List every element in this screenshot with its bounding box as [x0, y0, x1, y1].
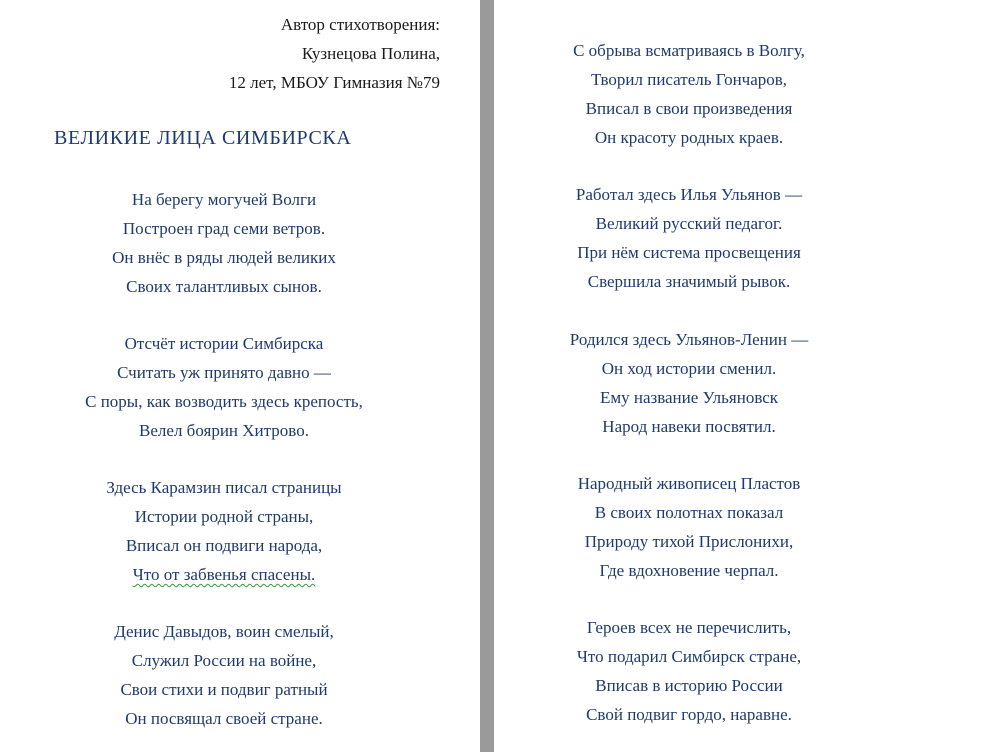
poem-line: Он посвящал своей стране.	[125, 709, 323, 728]
poem-line: Он ход истории сменил.	[601, 359, 777, 378]
poem-line: Здесь Карамзин писал страницы	[106, 478, 342, 497]
poem-title: ВЕЛИКИЕ ЛИЦА СИМБИРСКА	[54, 127, 352, 149]
stanza	[394, 180, 984, 296]
right-page	[494, 0, 1008, 752]
poem-line: Построен град семи ветров.	[122, 219, 326, 238]
poem-line: Что подарил Симбирск стране,	[576, 647, 802, 666]
poem-line: При нём система просвещения	[577, 243, 801, 262]
poem-line: Вписал он подвиги народа,	[125, 536, 323, 555]
author-details: 12 лет, МБОУ Гимназия №79	[228, 73, 440, 92]
poem-line: Народ навеки посвятил.	[602, 417, 776, 436]
poem-line: Великий русский педагог.	[595, 214, 783, 233]
author-label: Автор стихотворения:	[280, 15, 440, 34]
spellcheck-flagged-text[interactable]: Что от забвенья спасены.	[132, 565, 316, 584]
stanza	[0, 329, 448, 445]
stanza	[394, 469, 984, 585]
stanza	[394, 613, 984, 729]
poem-line: Велел боярин Хитрово.	[139, 421, 309, 440]
poem-line: Истории родной страны,	[134, 507, 314, 526]
poem-line	[0, 560, 448, 589]
poem-line: С обрыва всматриваясь в Волгу,	[573, 41, 805, 60]
poem-line: Ему название Ульяновск	[599, 388, 779, 407]
poem-line: Героев всех не перечислить,	[586, 618, 792, 637]
poem-line: Свой подвиг гордо, наравне.	[586, 705, 792, 724]
poem-line: Природу тихой Прислонихи,	[584, 532, 794, 551]
poem-line: Вписав в историю России	[595, 676, 783, 695]
stanza	[394, 325, 984, 441]
poem-line: На берегу могучей Волги	[131, 190, 317, 209]
poem-line: Своих талантливых сынов.	[126, 277, 322, 296]
poem-line: Служил России на войне,	[131, 651, 317, 670]
poem-line: Творил писатель Гончаров,	[590, 70, 788, 89]
stanza	[0, 185, 448, 301]
poem-line: Он внёс в ряды людей великих	[112, 248, 336, 267]
poem-line: Свершила значимый рывок.	[587, 272, 791, 291]
stanza	[0, 473, 448, 589]
poem-line: Где вдохновение черпал.	[599, 561, 779, 580]
poem-line: С поры, как возводить здесь крепость,	[85, 392, 363, 411]
poem-line: Считать уж принято давно —	[117, 363, 331, 382]
poem-line: Вписал в свои произведения	[585, 99, 793, 118]
poem-line: В своих полотнах показал	[594, 503, 784, 522]
poem-line: Он красоту родных краев.	[594, 128, 784, 147]
poem-line: Народный живописец Пластов	[577, 474, 801, 493]
poem-line: Родился здесь Ульянов-Ленин —	[569, 330, 809, 349]
stanza	[0, 617, 448, 733]
stanza	[394, 36, 984, 152]
poem-line: Работал здесь Илья Ульянов —	[575, 185, 803, 204]
author-name: Кузнецова Полина,	[301, 44, 440, 63]
poem-line: Отсчёт истории Симбирска	[124, 334, 324, 353]
poem-line: Денис Давыдов, воин смелый,	[114, 622, 334, 641]
poem-line: Свои стихи и подвиг ратный	[120, 680, 328, 699]
